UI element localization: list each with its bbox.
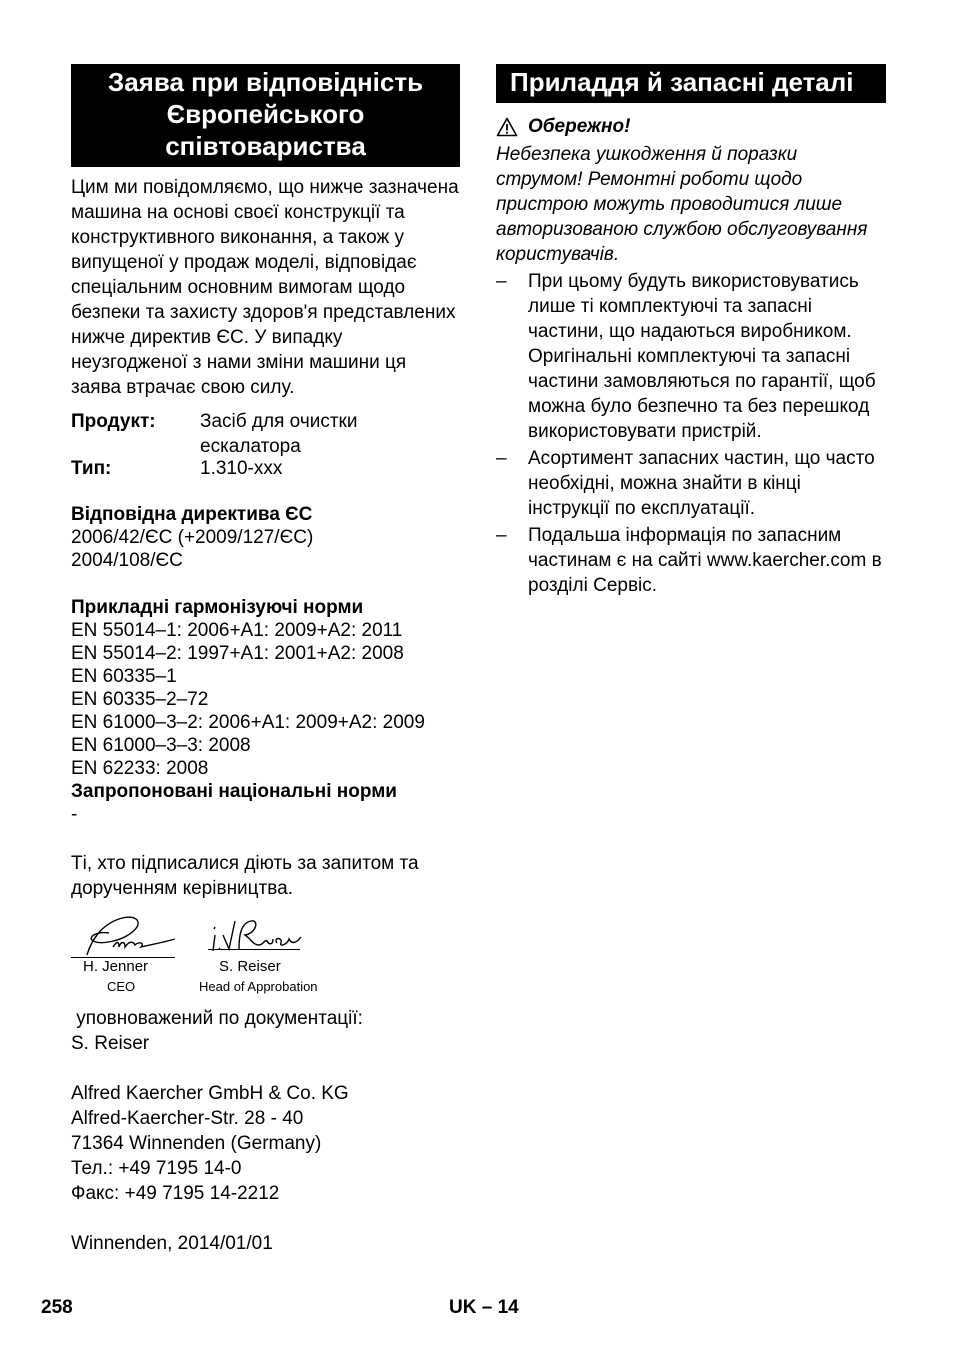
norm-line: EN 55014–2: 1997+A1: 2001+A2: 2008 — [71, 643, 404, 664]
signature-jenner — [79, 911, 179, 959]
type-value: 1.310-xxx — [200, 458, 283, 479]
signer-title: Head of Approbation — [199, 979, 318, 994]
declaration-intro: Цим ми повідомляємо, що нижче зазначена машина на основі своєї конструкції та конструктивного виконання, а також у випущеної у продаж моделі, відповідає спеціальним основним вимогам щодо безпеки та захисту здоров'я представлених нижче директив ЄС. У випадку неузгодженої з нами зміни машини ця заява втрачає свою силу. — [71, 177, 459, 398]
warning-triangle-icon — [496, 117, 518, 137]
product-spec-table — [71, 409, 460, 479]
dash-bullet: – — [496, 271, 507, 292]
directive-line: 2006/42/ЄС (+2009/127/ЄС) — [71, 527, 314, 548]
phone-line: Тел.: +49 7195 14-0 — [71, 1158, 242, 1179]
doc-authorized-name: S. Reiser — [71, 1033, 150, 1054]
norm-line: EN 60335–2–72 — [71, 689, 209, 710]
list-item-text: При цьому будуть використовуватись лише ті комплектуючі та запасні частини, що надаються виробником. Оригінальні комплектуючі та запасні частини замовляються по гарантії, щоб можна було безпечно та без перешкод використовувати пристрій. — [528, 271, 876, 442]
list-item — [496, 523, 886, 598]
national-norms-value: - — [71, 804, 78, 825]
dash-bullet: – — [496, 448, 507, 469]
caution-text: Небезпека ушкодження й поразки струмом! Ремонтні роботи щодо пристрою можуть проводитися лише авторизованою службою обслуговування користувачів. — [496, 144, 868, 265]
signer-title: CEO — [107, 979, 136, 994]
directive-block — [71, 503, 460, 572]
national-norms-title: Запропоновані національні норми — [71, 781, 397, 802]
signer-name: H. Jenner — [83, 958, 149, 975]
heading-line-3: співтовариства — [165, 131, 366, 161]
signatures-area — [71, 911, 460, 1003]
dash-bullet: – — [496, 525, 507, 546]
declaration-heading — [71, 64, 460, 167]
heading-line-2: Європейського — [166, 99, 365, 129]
page-number: 258 — [41, 1297, 73, 1318]
accessories-list — [496, 269, 886, 598]
doc-authorized-block — [71, 1006, 460, 1056]
product-value: Засіб для очистки ескалатора — [200, 411, 358, 457]
heading-line-1: Заява при відповідність — [107, 67, 424, 97]
signers-note: Ті, хто підписалися діють за запитом та дорученням керівництва. — [71, 853, 419, 899]
company-address — [71, 1081, 460, 1206]
address-line: 71364 Winnenden (Germany) — [71, 1133, 322, 1154]
directive-title: Відповідна директива ЄС — [71, 504, 313, 525]
norm-line: EN 55014–1: 2006+A1: 2009+A2: 2011 — [71, 620, 403, 641]
list-item-text: Асортимент запасних частин, що часто необхідні, можна знайти в кінці інструкції по експлуатації. — [528, 448, 875, 519]
fax-line: Факс: +49 7195 14-2212 — [71, 1183, 280, 1204]
norms-block — [71, 596, 460, 826]
section-page-number: UK – 14 — [449, 1297, 519, 1318]
signature-line-reiser — [208, 949, 300, 950]
signer-name: S. Reiser — [219, 958, 281, 975]
type-label: Тип: — [71, 458, 112, 479]
declaration-column — [71, 64, 460, 1256]
accessories-column — [496, 64, 886, 600]
norm-line: EN 62233: 2008 — [71, 758, 209, 779]
directive-line: 2004/108/ЄС — [71, 550, 183, 571]
norms-title: Прикладні гармонізуючі норми — [71, 597, 364, 618]
caution-line — [496, 114, 886, 139]
caution-label: Обережно! — [528, 116, 631, 137]
norm-line: EN 61000–3–2: 2006+A1: 2009+A2: 2009 — [71, 712, 425, 733]
list-item — [496, 446, 886, 521]
product-label: Продукт: — [71, 411, 156, 432]
address-line: Alfred Kaercher GmbH & Co. KG — [71, 1083, 349, 1104]
place-date: Winnenden, 2014/01/01 — [71, 1233, 273, 1254]
list-item — [496, 269, 886, 444]
address-line: Alfred-Kaercher-Str. 28 - 40 — [71, 1108, 304, 1129]
norm-line: EN 60335–1 — [71, 666, 177, 687]
doc-authorized-label: уповноважений по документації: — [71, 1008, 363, 1029]
list-item-text: Подальша інформація по запасним частинам є на сайті www.kaercher.com в розділі Сервіс. — [528, 525, 882, 596]
accessories-heading: Приладдя й запасні деталі — [496, 64, 886, 103]
norm-line: EN 61000–3–3: 2008 — [71, 735, 251, 756]
